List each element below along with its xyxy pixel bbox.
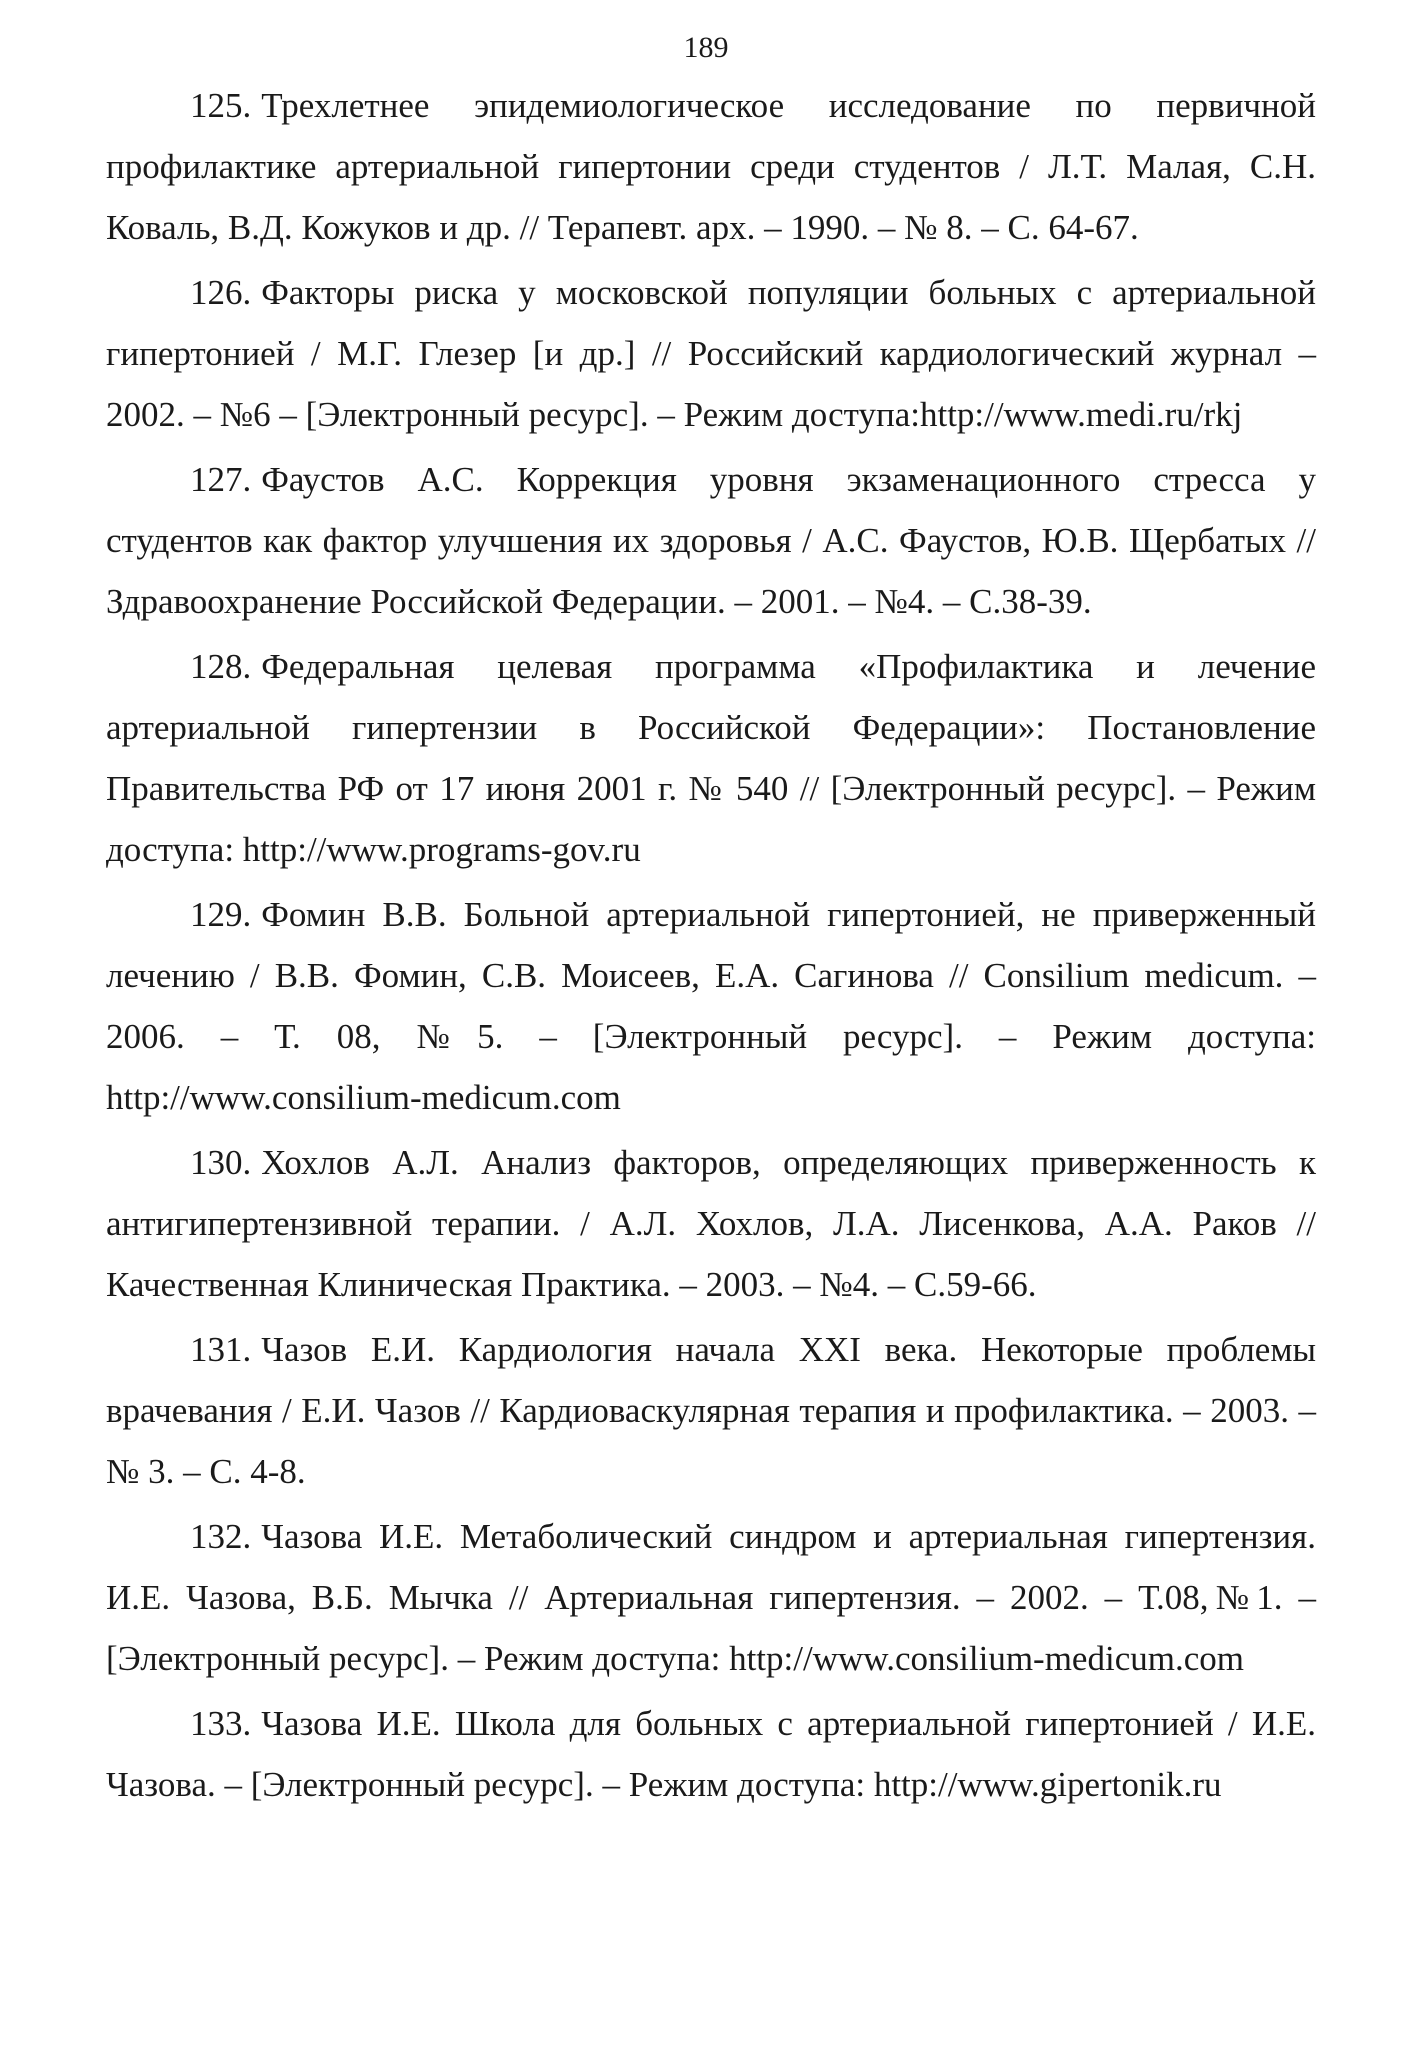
reference-text: Хохлов А.Л. Анализ факторов, определяющих приверженность к антигипертензивной терапии. / А.Л. Хохлов, Л.А. Лисенкова, А.А. Раков // Качественная Клиническая Практика. – 2003. – №4. – С.59-66. (106, 1143, 1316, 1304)
reference-text: Фомин В.В. Больной артериальной гипертонией, не приверженный лечению / В.В. Фомин, С.В. Моисеев, Е.А. Сагинова // Consilium medicum. – 2006. – Т. 08, №5. – [Электронный ресурс]. – Режим доступа: http://www.consilium-medicum.com (106, 895, 1316, 1117)
reference-text: Федеральная целевая программа «Профилактика и лечение артериальной гипертензии в Российской Федерации»: Постановление Правительства РФ от 17 июня 2001 г. № 540 // [Электронный ресурс]. – Режим доступа: http://www.programs-gov.ru (106, 647, 1316, 869)
reference-list (106, 75, 1316, 1819)
reference-number: 132. (190, 1517, 252, 1556)
reference-number: 126. (190, 273, 252, 312)
reference-item (106, 75, 1316, 258)
reference-item (106, 1132, 1316, 1315)
reference-text: Фаустов А.С. Коррекция уровня экзаменационного стресса у студентов как фактор улучшения их здоровья / А.С. Фаустов, Ю.В. Щербатых // Здравоохранение Российской Федерации. – 2001. – №4. – С.38-39. (106, 460, 1316, 621)
reference-number: 133. (190, 1704, 252, 1743)
reference-number: 127. (190, 460, 252, 499)
page-number: 189 (683, 31, 729, 64)
reference-item (106, 262, 1316, 445)
reference-text: Чазов Е.И. Кардиология начала XXI века. Некоторые проблемы врачевания / Е.И. Чазов // Кардиоваскулярная терапия и профилактика. – 2003. – № 3. – С. 4-8. (106, 1330, 1316, 1491)
reference-text: Трехлетнее эпидемиологическое исследование по первичной профилактике артериальной гипертонии среди студентов / Л.Т. Малая, С.Н. Коваль, В.Д. Кожуков и др. // Терапевт. арх. – 1990. – № 8. – С. 64-67. (106, 86, 1316, 247)
reference-number: 131. (190, 1330, 252, 1369)
reference-text: Чазова И.Е. Школа для больных с артериальной гипертонией / И.Е. Чазова. – [Электронный ресурс]. – Режим доступа: http://www.gipertonik.ru (106, 1704, 1316, 1804)
reference-number: 129. (190, 895, 252, 934)
reference-text: Чазова И.Е. Метаболический синдром и артериальная гипертензия. И.Е. Чазова, В.Б. Мычка // Артериальная гипертензия. – 2002. – Т.08,№1. – [Электронный ресурс]. – Режим доступа: http://www.consilium-medicum.com (106, 1517, 1316, 1678)
reference-item (106, 449, 1316, 632)
reference-number: 125. (190, 86, 252, 125)
reference-text: Факторы риска у московской популяции больных с артериальной гипертонией / М.Г. Глезер [и др.] // Российский кардиологический журнал – 2002. – №6 – [Электронный ресурс]. – Режим доступа:http://www.medi.ru/rkj (106, 273, 1316, 434)
reference-item (106, 1319, 1316, 1502)
reference-number: 128. (190, 647, 252, 686)
reference-item (106, 1693, 1316, 1815)
reference-number: 130. (190, 1143, 252, 1182)
reference-item (106, 884, 1316, 1128)
reference-item (106, 1506, 1316, 1689)
reference-item (106, 636, 1316, 880)
